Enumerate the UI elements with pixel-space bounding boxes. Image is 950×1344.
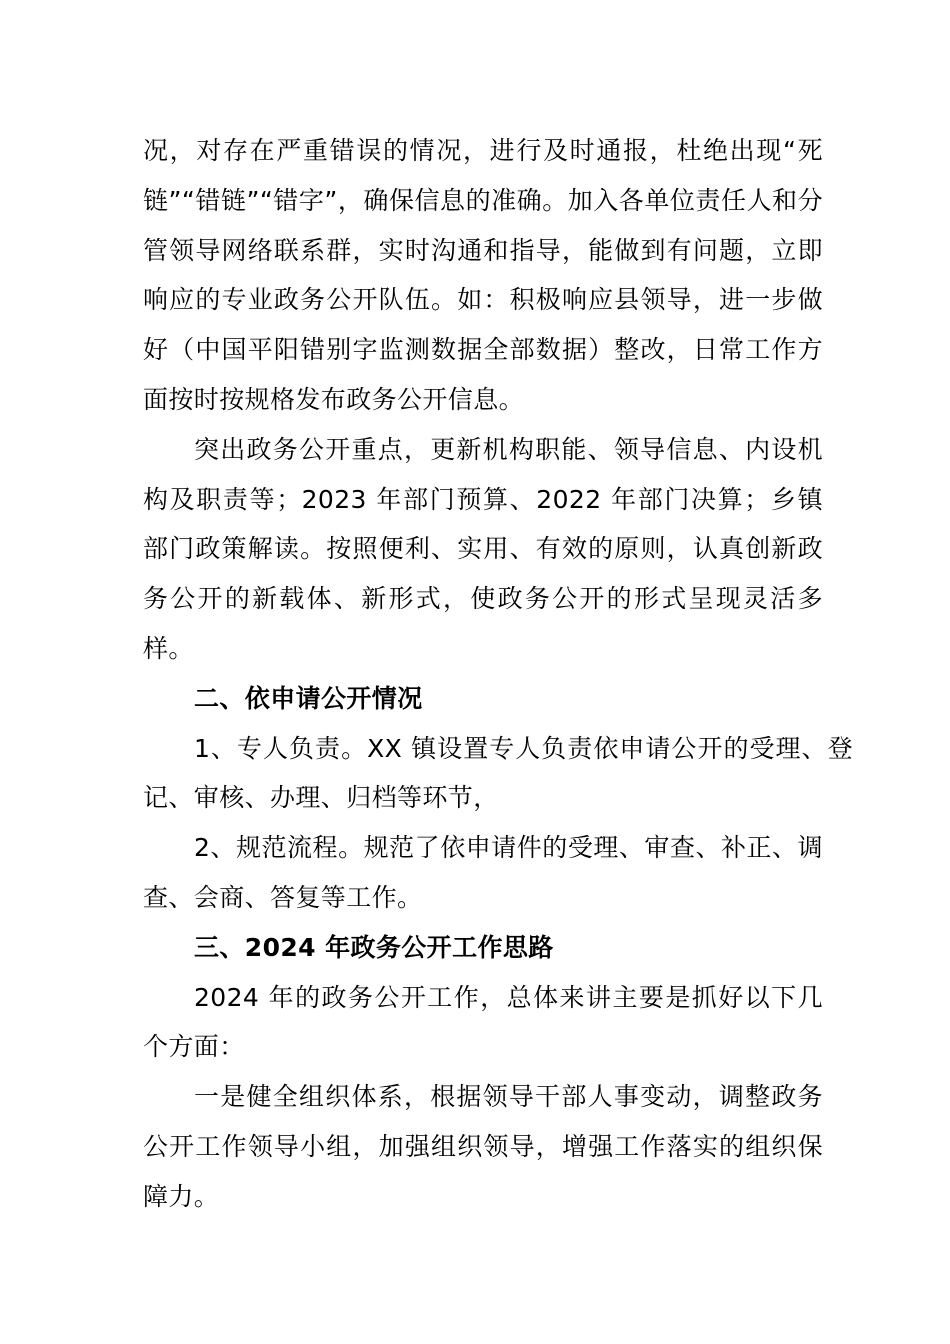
paragraph-continued: 况，对存在严重错误的情况，进行及时通报，杜绝出现“死链”“错链”“错字”，确保信息的准确。加入各单位责任人和分管领导网络联系群，实时沟通和指导，能做到有问题，立即响应的专业政务公开队伍。如：积极响应县领导，进一步做好（中国平阳错别字监测数据全部数据）整改，日常工作方面按时按规格发布政务公开信息。 [143, 136, 823, 414]
paragraph-standard-process: 2、规范流程。规范了依申请件的受理、审查、补正、调查、会商、答复等工作。 [143, 833, 823, 912]
section-heading-2024-plan: 三、2024 年政务公开工作思路 [194, 932, 554, 962]
document-body [143, 126, 853, 1222]
paragraph-public-focus: 突出政务公开重点，更新机构职能、领导信息、内设机构及职责等；2023 年部门预算、2022 年部门决算；乡镇部门政策解读。按照便利、实用、有效的原则，认真创新政务公开的新载体、新形式，使政务公开的形式呈现灵活多样。 [143, 434, 823, 663]
section-heading-application-disclosure: 二、依申请公开情况 [194, 683, 423, 713]
paragraph-2024-overview: 2024 年的政务公开工作，总体来讲主要是抓好以下几个方面： [143, 982, 823, 1062]
paragraph-dedicated-staff: 1、专人负责。XX 镇设置专人负责依申请公开的受理、登记、审核、办理、归档等环节， [143, 733, 853, 813]
paragraph-organization-system: 一是健全组织体系，根据领导干部人事变动，调整政务公开工作领导小组，加强组织领导，增强工作落实的组织保障力。 [143, 1082, 823, 1211]
